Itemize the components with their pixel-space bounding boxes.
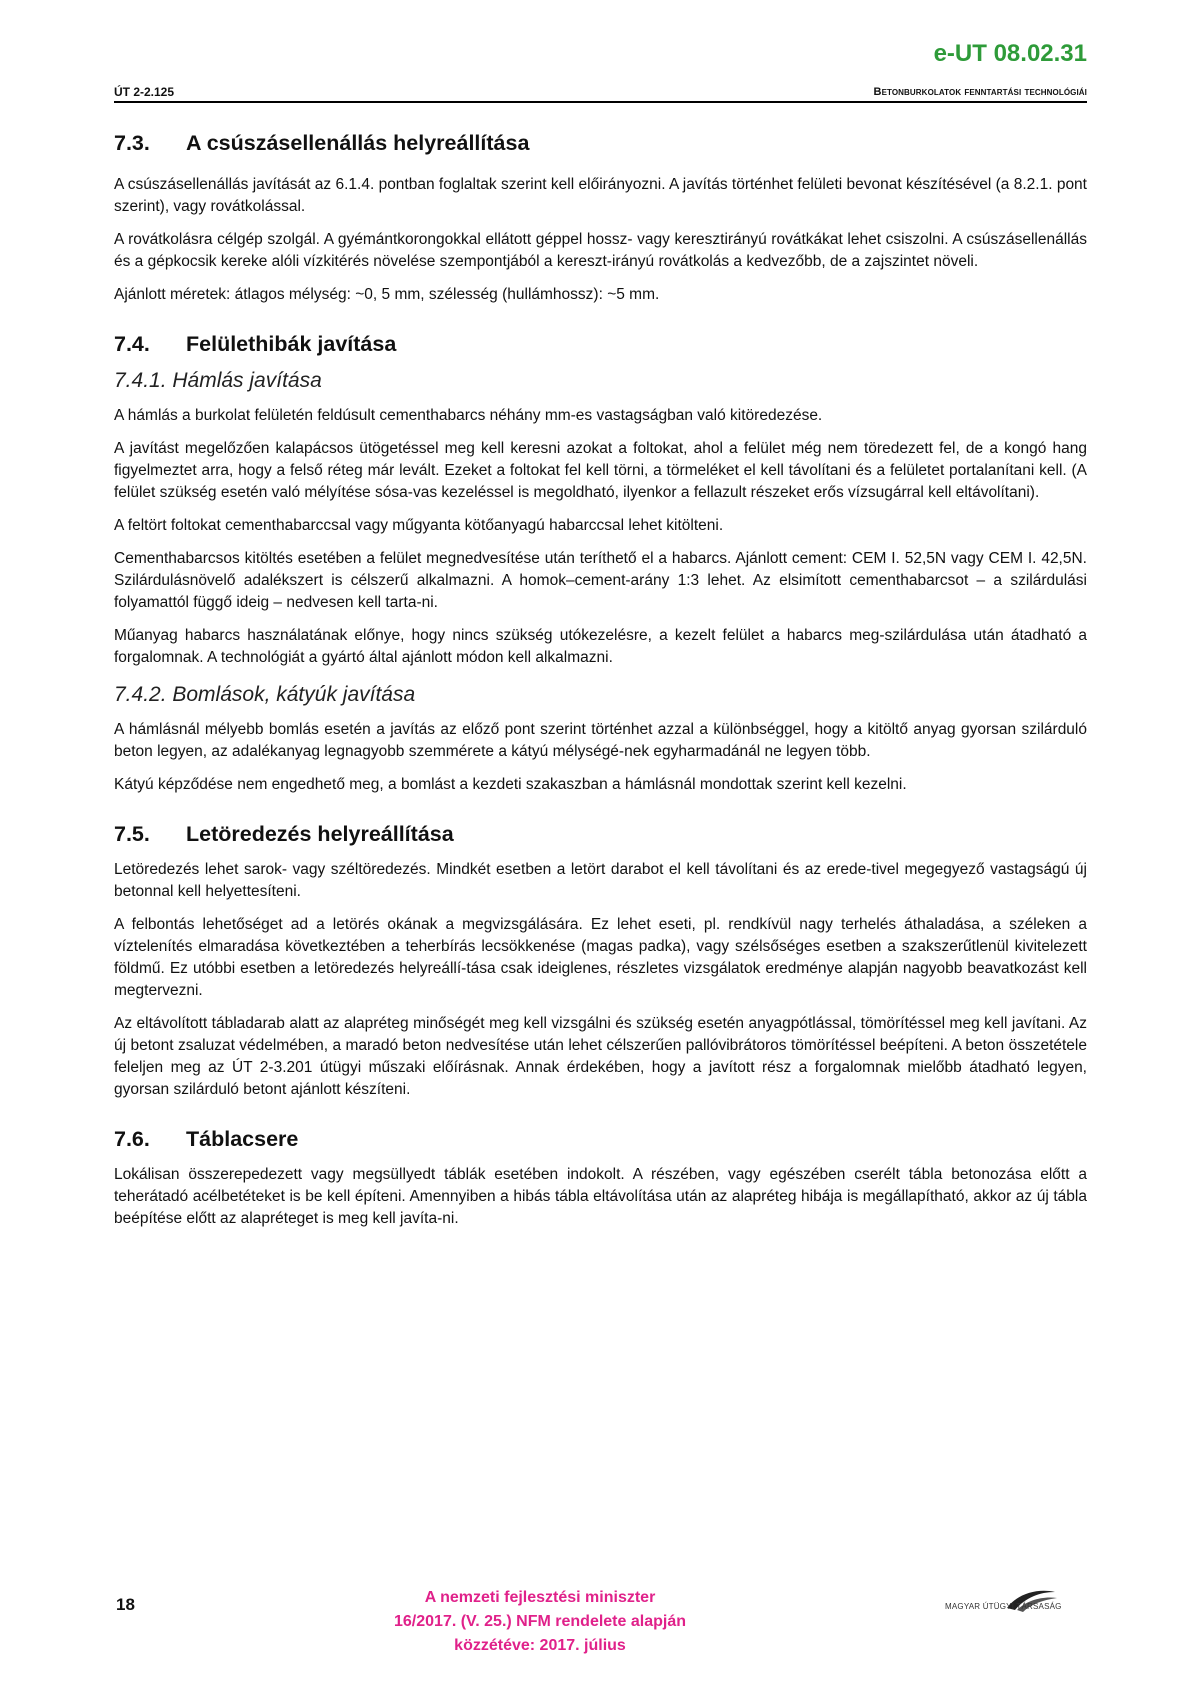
section-number: 7.6. bbox=[114, 1127, 150, 1151]
subsection-heading: 7.4.1. Hámlás javítása bbox=[114, 369, 322, 392]
paragraph: A javítást megelőzően kalapácsos ütögetéssel meg kell keresni azokat a foltokat, ahol a felület még nem töredezett fel, de a kongó hang figyelmeztet arra, hogy a felső réteg már levált. Ezeket a foltokat fel kell törni, a törmeléket el kell távolítani és a felületet portalanítani kell. (A felület szükség esetén való mélyítése sósa-vas kezeléssel is megoldható, ilyenkor a fellazult részeket erős vízsugárral kell eltávolítani). bbox=[114, 440, 1087, 501]
paragraph: Letöredezés lehet sarok- vagy széltöredezés. Mindkét esetben a letört darabot el kell távolítani és az erede-tivel megegyező vastagságú új betonnal kell helyettesíteni. bbox=[114, 861, 1087, 900]
society-logo bbox=[945, 1586, 1087, 1626]
page-number: 18 bbox=[116, 1595, 135, 1614]
paragraph: Műanyag habarcs használatának előnye, hogy nincs szükség utókezelésre, a kezelt felület a habarcs meg-szilárdulása után átadható a forgalomnak. A technológiát a gyártó által ajánlott módon kell alkalmazni. bbox=[114, 627, 1087, 666]
paragraph: A feltört foltokat cementhabarccsal vagy műgyanta kötőanyagú habarccsal lehet kitölteni. bbox=[114, 517, 724, 534]
running-title: Betonburkolatok fenntartási technológiái bbox=[873, 86, 1087, 98]
section-number: 7.5. bbox=[114, 822, 150, 846]
publication-line: A nemzeti fejlesztési miniszter bbox=[424, 1589, 656, 1606]
publication-note bbox=[340, 1586, 740, 1658]
section-title: Letöredezés helyreállítása bbox=[186, 822, 454, 846]
section-number: 7.3. bbox=[114, 131, 150, 155]
paragraph: Az eltávolított tábladarab alatt az alapréteg minőségét meg kell vizsgálni és szükség esetén anyagpótlással, tömörítéssel meg kell javítani. Az új betont zsaluzat védelmében, a maradó beton nedvesítése után lehet célszerűen pallóvibrátoros tömörítéssel beépíteni. A beton összetétele feleljen meg az ÚT 2-3.201 útügyi műszaki előírásnak. Annak érdekében, hogy a javított rész a forgalomnak mielőbb átadható legyen, gyorsan szilárduló betont ajánlott készíteni. bbox=[114, 1015, 1087, 1098]
section-title: Felülethibák javítása bbox=[186, 332, 397, 356]
section-heading bbox=[114, 131, 1087, 156]
paragraph: Ajánlott méretek: átlagos mélység: ~0, 5 mm, szélesség (hullámhossz): ~5 mm. bbox=[114, 286, 660, 303]
publication-line: közzétéve: 2017. július bbox=[454, 1637, 626, 1654]
paragraph: Cementhabarcsos kitöltés esetében a felület megnedvesítése után teríthető el a habarcs. Ajánlott cement: CEM I. 52,5N vagy CEM I. 42,5N. Szilárdulásnövelő adalékszert is célszerű alkalmazni. A homok–cement-arány 1:3 lehet. Az elsimított cementhabarcsot – a szilárdulási folyamattól függő ideig – nedvesen kell tarta-ni. bbox=[114, 550, 1087, 611]
page-content bbox=[114, 131, 1087, 1241]
section-number: 7.4. bbox=[114, 332, 150, 356]
paragraph: A csúszásellenállás javítását az 6.1.4. pontban foglaltak szerint kell előirányozni. A javítás történhet felületi bevonat készítésével (a 8.2.1. pont szerint), vagy rovátkolással. bbox=[114, 176, 1087, 215]
paragraph: Lokálisan összerepedezett vagy megsüllyedt táblák esetében indokolt. A részében, vagy egészében cserélt tábla betonozása előtt a teherátadó acélbetéteket is be kell építeni. Amennyiben a hibás tábla eltávolítása után az alapréteg hibája is megállapítható, akkor az új tábla beépítése előtt az alapréteget is meg kell javíta-ni. bbox=[114, 1166, 1087, 1227]
publication-line: 16/2017. (V. 25.) NFM rendelete alapján bbox=[394, 1613, 686, 1630]
section-title: Táblacsere bbox=[186, 1127, 299, 1151]
section-heading bbox=[114, 332, 1087, 357]
doc-code: e-UT 08.02.31 bbox=[933, 40, 1087, 67]
subsection-heading: 7.4.2. Bomlások, kátyúk javítása bbox=[114, 683, 416, 706]
section-heading bbox=[114, 822, 1087, 847]
section-title: A csúszásellenállás helyreállítása bbox=[186, 131, 530, 155]
paragraph: Kátyú képződése nem engedhető meg, a bomlást a kezdeti szakaszban a hámlásnál mondottak szerint kell kezelni. bbox=[114, 776, 907, 793]
standard-number: ÚT 2-2.125 bbox=[114, 85, 175, 99]
header-rule bbox=[114, 101, 1087, 103]
paragraph: A hámlásnál mélyebb bomlás esetén a javítás az előző pont szerint történhet azzal a különbséggel, hogy a kitöltő anyag gyorsan szilárduló beton legyen, az adalékanyag legnagyobb szemmérete a kátyú mélységé-nek egyharmadánál ne legyen több. bbox=[114, 721, 1087, 760]
paragraph: A rovátkolásra célgép szolgál. A gyémántkorongokkal ellátott géppel hossz- vagy keresztirányú rovátkákat lehet csiszolni. A csúszásellenállás és a gépkocsik kereke alóli vízkitérés növelése szempontjából a kereszt-irányú rovátkolás a kedvezőbb, de a zajszintet növeli. bbox=[114, 231, 1087, 270]
paragraph: A felbontás lehetőséget ad a letörés okának a megvizsgálására. Ez lehet eseti, pl. rendkívül nagy terhelés áthaladása, a széleken a víztelenítés elmaradása következtében a teherbírás lecsökkenése (magas padka), vagy szélsőséges esetben a szakszerűtlenül kivitelezett földmű. Ez utóbbi esetben a letöredezés helyreállí-tása csak ideiglenes, részletes vizsgálatok eredménye alapján nagyobb beavatkozást kell megtervezni. bbox=[114, 916, 1087, 999]
section-heading bbox=[114, 1127, 1087, 1152]
paragraph: A hámlás a burkolat felületén feldúsult cementhabarcs néhány mm-es vastagságban való kitöredezése. bbox=[114, 407, 823, 424]
society-name: MAGYAR ÚTÜGYI TÁRSASÁG bbox=[945, 1602, 1062, 1611]
